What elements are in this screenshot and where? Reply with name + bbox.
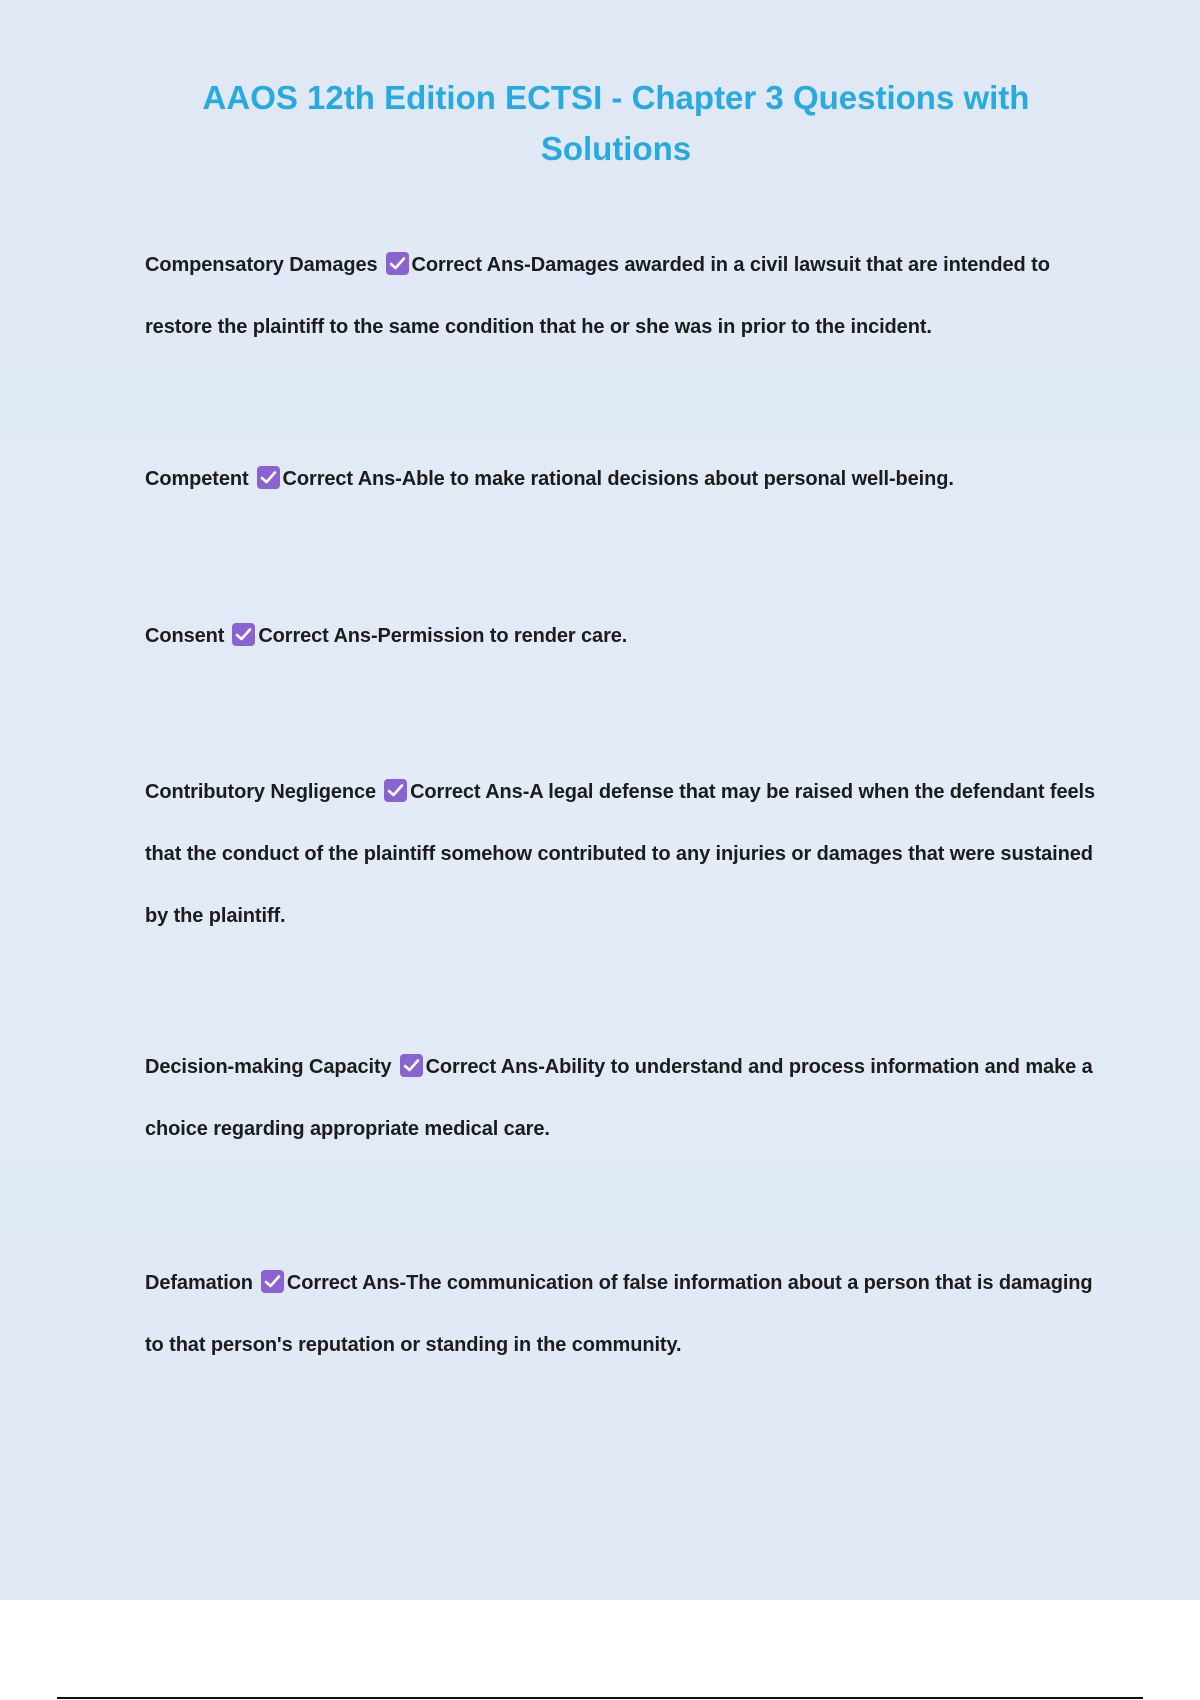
footer-divider [57,1697,1143,1699]
entry-term: Consent [145,625,225,647]
entry-term: Decision-making Capacity [145,1056,392,1078]
entry-answer: Correct Ans-The communication of false information about a person that is damaging to that person's reputation or standing in the community. [145,1272,1093,1356]
entry-term: Compensatory Damages [145,254,378,276]
entry-answer: Correct Ans-Ability to understand and process information and make a choice regarding appropriate medical care. [145,1056,1093,1140]
check-box-icon [257,466,280,489]
entry-decision-making-capacity [145,1036,1095,1160]
entry-term: Defamation [145,1272,253,1294]
document-title-line-1: AAOS 12th Edition ECTSI - Chapter 3 Questions with [202,79,1030,116]
check-box-icon [261,1270,284,1293]
check-box-icon [384,779,407,802]
entry-defamation [145,1252,1095,1376]
document-title-line-2: Solutions [540,130,692,167]
entry-compensatory-damages [145,234,1095,358]
entry-term: Contributory Negligence [145,781,377,803]
entry-competent [145,448,1095,510]
entry-answer: Correct Ans-Damages awarded in a civil lawsuit that are intended to restore the plaintiff to the same condition that he or she was in prior to the incident. [145,254,1050,338]
entry-term: Competent [145,468,249,490]
entry-answer: Correct Ans-Able to make rational decisions about personal well-being. [282,468,954,490]
check-box-icon [400,1054,423,1077]
document-title [120,72,1112,174]
entry-answer: Correct Ans-Permission to render care. [258,625,628,647]
check-box-icon [386,252,409,275]
entry-consent [145,605,1095,667]
check-box-icon [232,623,255,646]
entry-contributory-negligence [145,761,1095,947]
entry-answer: Correct Ans-A legal defense that may be raised when the defendant feels that the conduct of the plaintiff somehow contributed to any injuries or damages that were sustained by the plaintiff. [145,781,1095,927]
